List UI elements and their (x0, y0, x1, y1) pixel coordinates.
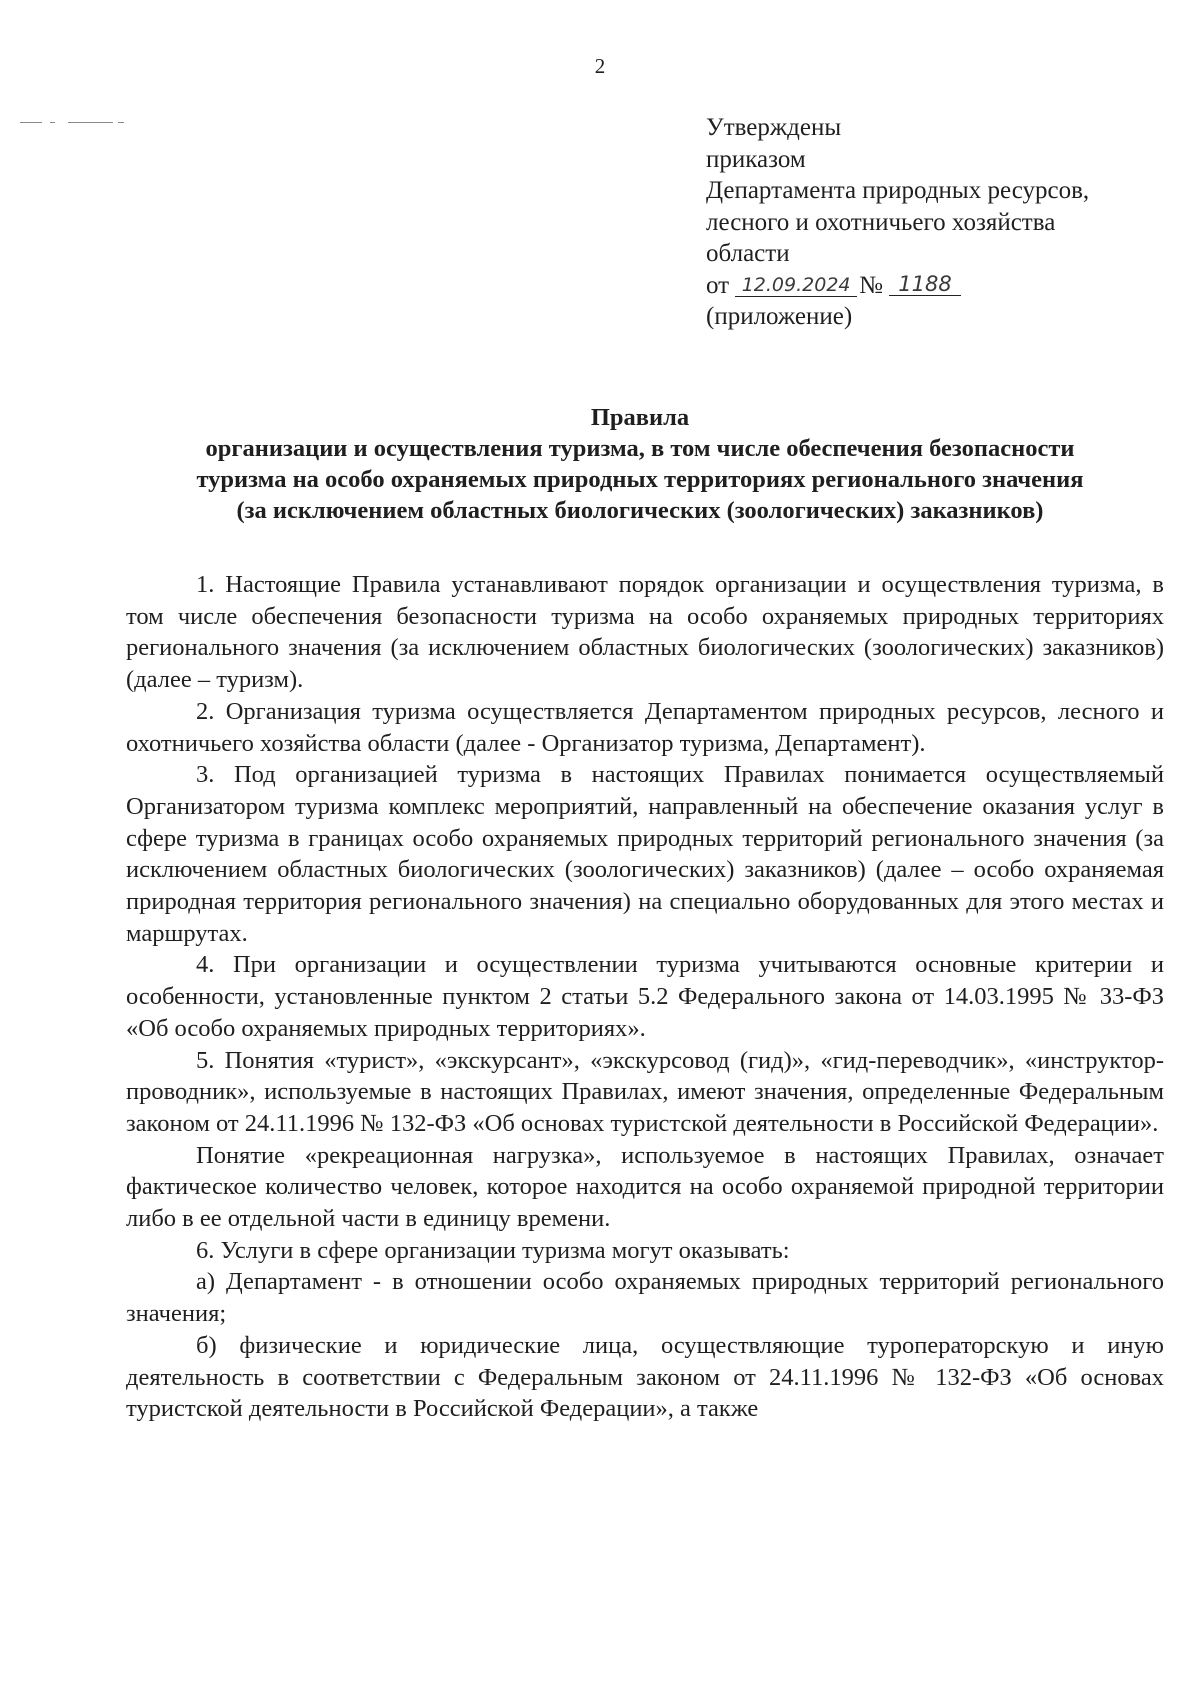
paragraph: Понятие «рекреационная нагрузка», используемое в настоящих Правилах, означает фактическое количество человек, которое находится на особо охраняемой природной территории либо в ее отдельной части в единицу времени. (126, 1141, 1164, 1233)
paragraph: б) физические и юридические лица, осуществляющие туроператорскую и иную деятельность в соответствии с Федеральным законом от 24.11.1996 № 132-ФЗ «Об основах туристской деятельности в Российской Федерации», а также (126, 1331, 1164, 1423)
approval-line: области (706, 240, 790, 267)
approval-block (706, 112, 1166, 333)
paragraph: 1. Настоящие Правила устанавливают порядок организации и осуществления туризма, в том числе обеспечения безопасности туризма на особо охраняемых природных территориях регионального значения (за исключением областных биологических (зоологических) заказников) (далее – туризм). (126, 571, 1164, 694)
document-title (120, 402, 1160, 526)
scan-mark (20, 122, 125, 126)
date-prefix: от (706, 271, 730, 299)
paragraph: 5. Понятия «турист», «экскурсант», «экскурсовод (гид)», «гид-переводчик», «инструктор-проводник», используемые в настоящих Правилах, имеют значения, определенные Федеральным законом от 24.11.1996 № 132-ФЗ «Об основах туристской деятельности в Российской Федерации». (126, 1046, 1164, 1137)
number-sign: № (859, 271, 883, 299)
document-body (126, 569, 1164, 1425)
approval-line: приказом (706, 145, 806, 173)
title-line: организации и осуществления туризма, в том числе обеспечения безопасности (205, 435, 1075, 462)
approval-line: Департамента природных ресурсов, (706, 177, 1090, 204)
approval-note: (приложение) (706, 303, 853, 330)
paragraph: 3. Под организацией туризма в настоящих Правилах понимается осуществляемый Организатором туризма комплекс мероприятий, направленный на обеспечение оказания услуг в сфере туризма в границах особо охраняемых природных территорий регионального значения (за исключением областных биологических (зоологических) заказников) (далее – особо охраняемая природная территория регионального значения) на специально оборудованных для этого местах и маршрутах. (126, 761, 1164, 947)
page-number: 2 (594, 54, 606, 78)
approval-line: Утверждены (706, 114, 842, 141)
title-line: туризма на особо охраняемых природных территориях регионального значения (196, 466, 1084, 493)
paragraph: а) Департамент - в отношении особо охраняемых природных территорий регионального значения; (126, 1268, 1164, 1328)
handwritten-number: 1188 (889, 273, 961, 296)
handwritten-date: 12.09.2024 (735, 274, 857, 297)
paragraph: 6. Услуги в сфере организации туризма могут оказывать: (196, 1236, 790, 1264)
title-line: (за исключением областных биологических (зоологических) заказников) (236, 497, 1044, 524)
approval-date-line (706, 270, 1166, 302)
approval-line: лесного и охотничьего хозяйства (706, 208, 1056, 236)
title-heading: Правила (590, 404, 690, 431)
paragraph: 2. Организация туризма осуществляется Департаментом природных ресурсов, лесного и охотничьего хозяйства области (далее - Организатор туризма, Департамент). (126, 697, 1164, 757)
paragraph: 4. При организации и осуществлении туризма учитываются основные критерии и особенности, установленные пунктом 2 статьи 5.2 Федерального закона от 14.03.1995 № 33-ФЗ «Об особо охраняемых природных территориях». (126, 951, 1164, 1042)
